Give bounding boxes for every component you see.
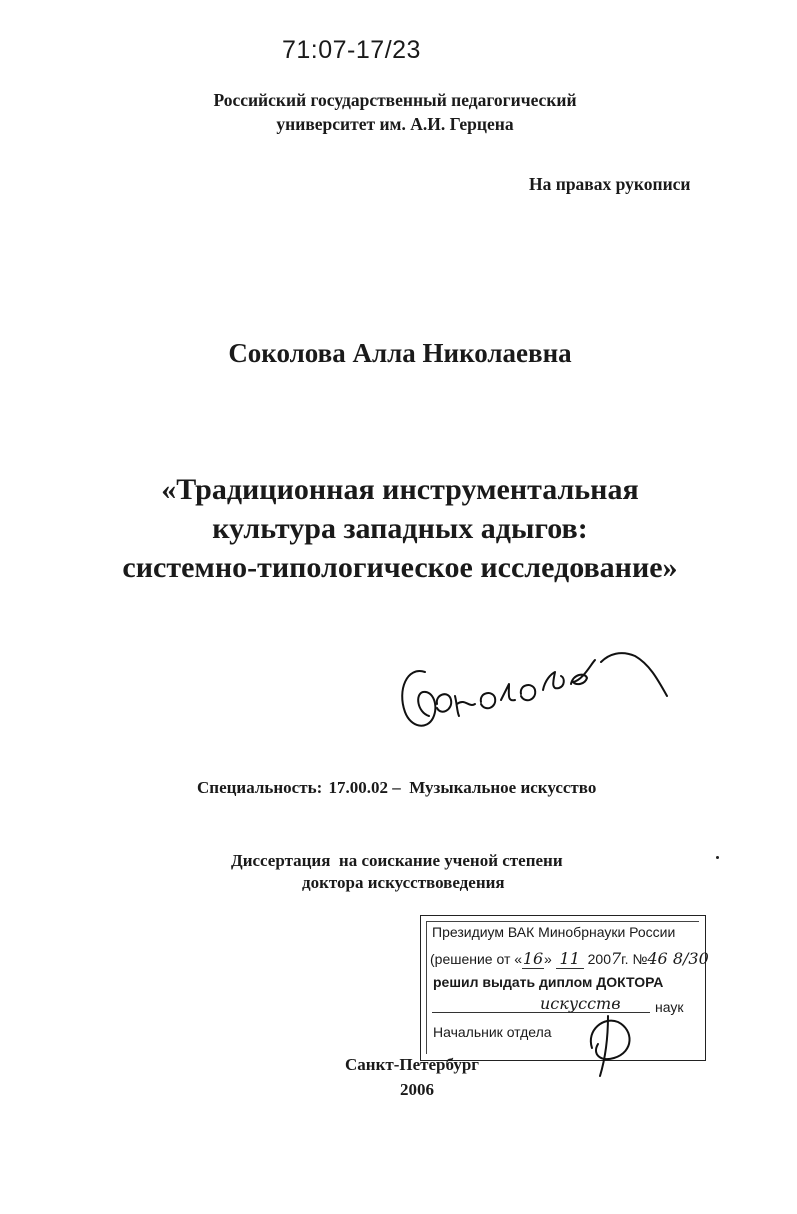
title-line-1: «Традиционная инструментальная: [161, 473, 639, 506]
title-line-2: культура западных адыгов:: [212, 512, 588, 545]
specialty-label: Специальность:: [197, 778, 323, 797]
dissertation-degree-line-1: [231, 851, 563, 871]
stamp-decision-prefix: (решение от «: [430, 951, 523, 967]
stamp-science-suffix: наук: [655, 999, 684, 1015]
stamp-line-2: [430, 949, 709, 969]
university-line-2: университет им. А.И. Герцена: [276, 114, 514, 134]
dissertation-title: [80, 470, 720, 587]
official-signature: [578, 1000, 648, 1080]
stamp-month: 11: [556, 949, 584, 969]
author-name: Соколова Алла Николаевна: [228, 338, 572, 368]
scan-speck: [716, 856, 719, 859]
specialty-name: Музыкальное искусство: [409, 778, 597, 797]
author-signature: [395, 620, 685, 740]
archive-code: 71:07-17/23: [282, 36, 421, 64]
university-line-1: Российский государственный педагогический: [213, 90, 577, 110]
stamp-line-3: решил выдать диплом ДОКТОРА: [433, 974, 664, 990]
stamp-quote: »: [544, 951, 552, 967]
stamp-line-5: Начальник отдела: [433, 1024, 552, 1040]
year: 2006: [400, 1080, 434, 1099]
stamp-year-digit: 7: [610, 949, 622, 968]
rights-note: На правах рукописи: [529, 174, 691, 194]
dissertation-degree-line-2: доктора искусствоведения: [302, 873, 505, 892]
degree-purpose: на соискание ученой степени: [338, 851, 563, 870]
stamp-day: 16: [522, 949, 544, 968]
stamp-line-1: Президиум ВАК Минобрнауки России: [432, 924, 676, 940]
dissertation-word: Диссертация: [231, 851, 331, 870]
stamp-science-handwritten: искусств: [540, 994, 621, 1013]
stamp-number-label: г. №: [621, 951, 648, 967]
title-line-3: системно-типологическое исследование»: [122, 551, 678, 584]
stamp-century: 200: [587, 951, 611, 967]
city: Санкт-Петербург: [345, 1055, 480, 1074]
university-name: [180, 88, 610, 136]
stamp-number: 46 8/30: [647, 949, 709, 968]
specialty-code: 17.00.02 –: [328, 778, 401, 797]
specialty: [197, 778, 596, 798]
